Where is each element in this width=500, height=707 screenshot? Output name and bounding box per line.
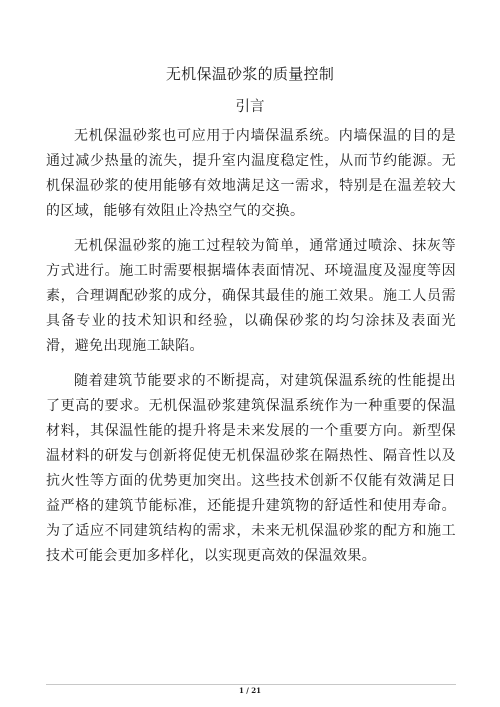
footer-divider <box>46 684 456 685</box>
paragraph: 随着建筑节能要求的不断提高，对建筑保温系统的性能提出了更高的要求。无机保温砂浆建筑保温系统作为一种重要的保温材料，其保温性能的提升将是未来发展的一个重要方向。新型保温材料的研发与创新将促使无机保温砂浆在隔热性、隔音性以及抗火性等方面的优势更加突出。这些技术创新不仅能有效满足日益严格的建筑节能标准，还能提升建筑物的舒适性和使用寿命。为了适应不同建筑结构的需求，未来无机保温砂浆的配方和施工技术可能会更加多样化，以实现更高效的保温效果。 <box>46 373 456 564</box>
page-number: 1 / 21 <box>238 686 262 695</box>
paragraph: 无机保温砂浆的施工过程较为简单，通常通过喷涂、抹灰等方式进行。施工时需要根据墙体表面情况、环境温度及湿度等因素，合理调配砂浆的成分，确保其最佳的施工效果。施工人员需具备专业的技术知识和经验，以确保砂浆的均匀涂抹及表面光滑，避免出现施工缺陷。 <box>46 238 456 354</box>
paragraph: 无机保温砂浆也可应用于内墙保温系统。内墙保温的目的是通过减少热量的流失，提升室内温度稳定性，从而节约能源。无机保温砂浆的使用能够有效地满足这一需求，特别是在温差较大的区域，能够有效阻止冷热空气的交换。 <box>46 128 456 219</box>
document-title: 无机保温砂浆的质量控制 <box>165 65 335 83</box>
section-heading: 引言 <box>235 99 265 115</box>
body-text <box>46 124 456 579</box>
